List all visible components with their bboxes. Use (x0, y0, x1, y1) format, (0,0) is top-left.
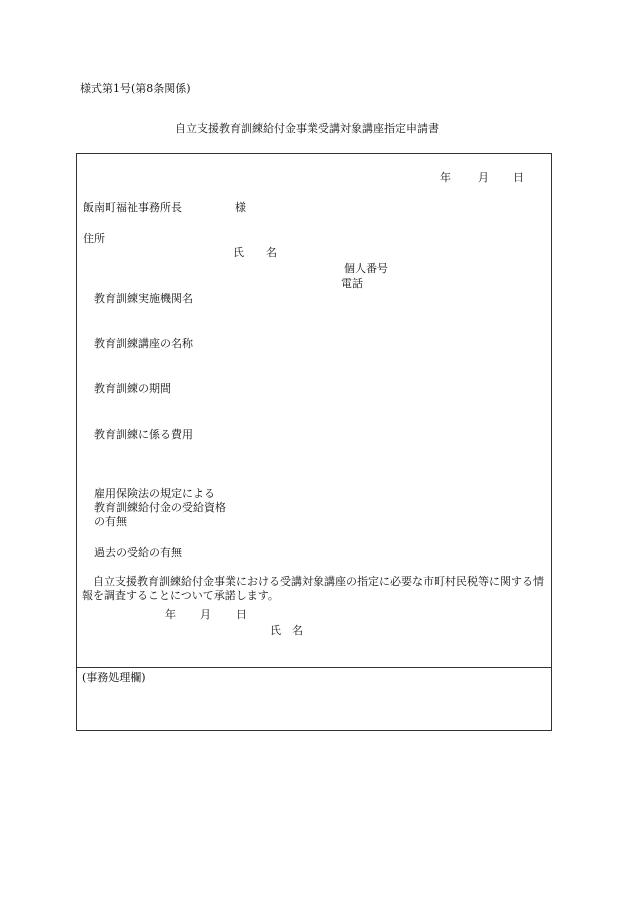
consent-text: 自立支援教育訓練給付金事業における受講対象講座の指定に必要な市町村民税等に関する情報を調査することについて承諾します。 (82, 575, 544, 602)
period-label[interactable]: 教育訓練の期間 (94, 382, 171, 395)
consent-date-month[interactable]: 月 (200, 608, 211, 621)
phone-label[interactable]: 電話 (341, 277, 363, 290)
page-title: 自立支援教育訓練給付金事業受講対象講座指定申請書 (175, 122, 439, 135)
personal-number-label[interactable]: 個人番号 (344, 262, 388, 275)
date-month[interactable]: 月 (478, 171, 489, 184)
course-name-label[interactable]: 教育訓練講座の名称 (94, 337, 193, 350)
institution-label[interactable]: 教育訓練実施機関名 (94, 292, 193, 305)
cost-label[interactable]: 教育訓練に係る費用 (94, 428, 193, 441)
address-label[interactable]: 住所 (83, 232, 105, 245)
date-year[interactable]: 年 (440, 171, 451, 184)
consent-name-label[interactable]: 氏 名 (270, 624, 303, 637)
qualification-label-line2: 教育訓練給付金の受給資格 (94, 501, 226, 514)
application-form-box (76, 153, 552, 731)
name-label[interactable]: 氏 名 (233, 246, 277, 259)
qualification-label-line1[interactable]: 雇用保険法の規定による (94, 487, 215, 500)
consent-date-year[interactable]: 年 (165, 608, 176, 621)
office-use-label: (事務処理欄) (82, 671, 146, 684)
past-receipt-label[interactable]: 過去の受給の有無 (94, 546, 182, 559)
addressee: 飯南町福祉事務所長 (83, 201, 182, 214)
office-section-divider (76, 667, 552, 668)
consent-date-day[interactable]: 日 (236, 608, 247, 621)
form-number: 様式第1号(第8条関係) (80, 82, 191, 95)
qualification-label-line3: の有無 (94, 515, 127, 528)
date-day[interactable]: 日 (513, 171, 524, 184)
addressee-honorific: 様 (235, 201, 246, 214)
